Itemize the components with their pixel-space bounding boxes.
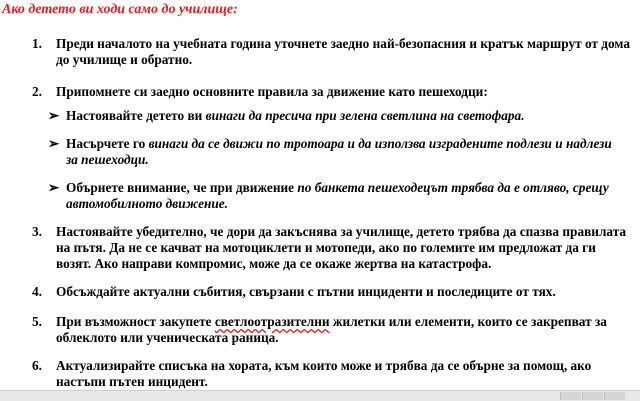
- arrow-bullet-icon: ➢: [48, 180, 60, 195]
- item-text: Актуализирайте списъка на хората, към които може и трябва да се обърне за помощ, ако настъпи пътен инцидент.: [56, 358, 592, 389]
- document-title: Ако детето ви ходи само до училище:: [2, 2, 238, 17]
- item-text: Насърчете го: [66, 136, 149, 151]
- item-number: 2.: [32, 84, 42, 99]
- item-text: Преди началото на учебната година уточнете заедно най-безопасния и кратък маршрут от дома до училище и обратно.: [56, 36, 631, 67]
- spellcheck-word[interactable]: светлоотразителни: [214, 314, 330, 329]
- item-text-cont: жилетки или елементи, които се закрепват за облеклото или ученическата раница.: [56, 314, 607, 345]
- item-emphasis: винаги да пресича при зелена светлина на светофара.: [205, 108, 525, 123]
- item-number: 3.: [32, 224, 42, 239]
- item-text: Настоявайте убедително, че дори да закъснява за училище, детето трябва да спазва правилата на пътя. Да не се качват на мотоциклети и мотопеди, ако по големите им предложат да ги возят. Ако направи компромис, може да се окаже жертва на катастрофа.: [56, 224, 627, 271]
- item-text: При възможност закупете: [56, 314, 215, 329]
- item-number: 4.: [32, 284, 42, 299]
- status-bar: [0, 390, 640, 401]
- view-button[interactable]: [560, 392, 581, 400]
- arrow-bullet-icon: ➢: [48, 136, 60, 151]
- item-number: 1.: [32, 36, 42, 51]
- view-button[interactable]: [582, 392, 603, 400]
- item-text: Припомнете си заедно основните правила за движение като пешеходци:: [56, 84, 488, 99]
- item-emphasis: винаги да се движи по тротоара и да използва изградените подлези и надлези за пешеходци.: [66, 136, 612, 167]
- view-button[interactable]: [604, 392, 625, 400]
- item-text: Обсъждайте актуални събития, свързани с пътни инциденти и последиците от тях.: [56, 284, 556, 299]
- item-text: Обърнете внимание, че при движение: [66, 180, 298, 195]
- item-text: Настоявайте детето ви: [66, 108, 206, 123]
- item-number: 6.: [32, 358, 42, 373]
- item-emphasis: по банкета пешеходецът трябва да е отляво, срещу автомобилното движение.: [66, 180, 609, 211]
- arrow-bullet-icon: ➢: [48, 108, 60, 123]
- item-number: 5.: [32, 314, 42, 329]
